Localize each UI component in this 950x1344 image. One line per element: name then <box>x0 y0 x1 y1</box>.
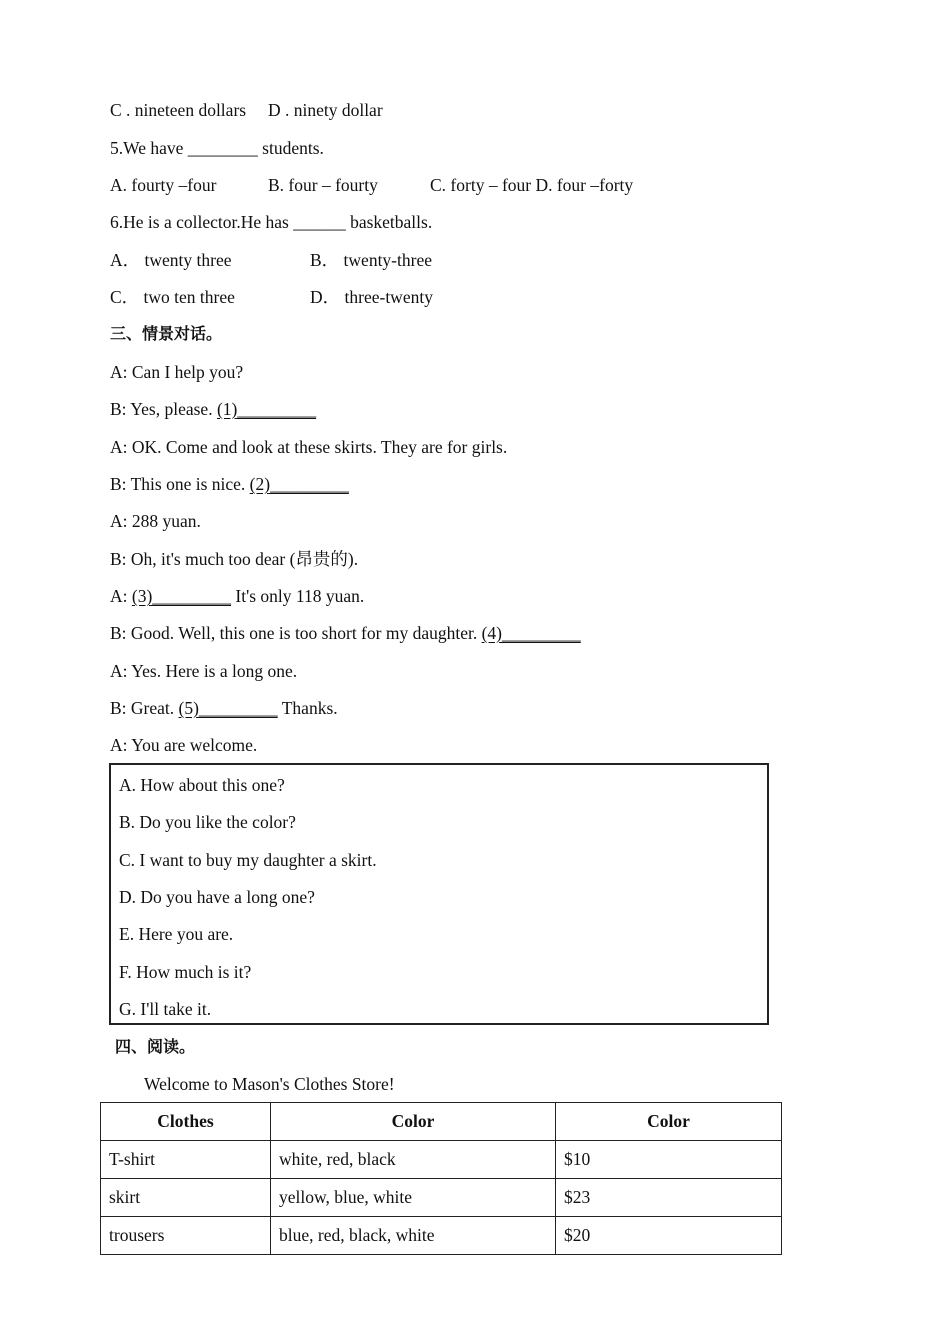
dialogue-line <box>110 734 257 756</box>
dialogue-line <box>110 697 338 719</box>
cell: trousers <box>101 1217 271 1255</box>
dialogue-line <box>110 473 349 495</box>
choice-a: A. How about this one? <box>119 775 285 795</box>
answer-blank[interactable]: (2)_________ <box>249 474 349 494</box>
clothes-table <box>100 1102 782 1255</box>
dialogue-line <box>110 436 507 458</box>
dialogue-text: B: This one is nice. <box>110 474 250 494</box>
cell: $23 <box>556 1179 782 1217</box>
q5-option-a: A. fourty –four <box>110 175 217 195</box>
q5-stem: 5.We have ________ students. <box>110 138 324 158</box>
q4-option-d: D . ninety dollar <box>267 100 383 120</box>
cell: white, red, black <box>271 1141 556 1179</box>
q5-option-cd: C. forty – four D. four –forty <box>430 175 634 195</box>
table-row <box>101 1141 782 1179</box>
table-row <box>101 1179 782 1217</box>
q6-option-b: B． twenty-three <box>310 250 432 270</box>
dialogue-line <box>110 660 297 682</box>
answer-blank[interactable]: (5)_________ <box>178 698 278 718</box>
choices-box <box>109 763 769 1025</box>
dialogue-text: Thanks. <box>277 698 338 718</box>
dialogue-text: It's only 118 yuan. <box>231 586 365 606</box>
q5-options <box>110 174 633 196</box>
dialogue-line <box>110 585 364 607</box>
q6-option-a: A． twenty three <box>110 250 232 270</box>
cell: blue, red, black, white <box>271 1217 556 1255</box>
choice-d: D. Do you have a long one? <box>119 887 315 907</box>
choice-f: F. How much is it? <box>119 962 252 982</box>
table-row <box>101 1217 782 1255</box>
q6-stem: 6.He is a collector.He has ______ basketballs. <box>110 212 433 232</box>
dialogue-line <box>110 361 243 383</box>
dialogue-text: B: Great. <box>110 698 179 718</box>
choice-e: E. Here you are. <box>119 924 234 944</box>
cell: skirt <box>101 1179 271 1217</box>
choice-g: G. I'll take it. <box>119 999 212 1019</box>
dialogue-text: A: You are welcome. <box>110 735 258 755</box>
dialogue-line <box>110 548 358 570</box>
q6-option-d: D． three-twenty <box>310 287 433 307</box>
choice-b: B. Do you like the color? <box>119 812 296 832</box>
header-clothes: Clothes <box>101 1103 271 1141</box>
dialogue-text: B: Oh, it's much too dear (昂贵的). <box>110 549 359 569</box>
q5-option-b: B. four – fourty <box>268 175 378 195</box>
dialogue-line <box>110 622 581 644</box>
dialogue-text: A: Can I help you? <box>110 362 244 382</box>
header-price: Color <box>556 1103 782 1141</box>
table-header-row <box>101 1103 782 1141</box>
dialogue-line <box>110 510 201 532</box>
dialogue-text: A: OK. Come and look at these skirts. They are for girls. <box>110 437 508 457</box>
dialogue-text: B: Good. Well, this one is too short for my daughter. <box>110 623 482 643</box>
header-color: Color <box>271 1103 556 1141</box>
dialogue-text: B: Yes, please. <box>110 399 217 419</box>
cell: yellow, blue, white <box>271 1179 556 1217</box>
cell: $10 <box>556 1141 782 1179</box>
q4-option-c: C . nineteen dollars <box>110 100 247 120</box>
section3-heading: 三、情景对话。 <box>110 324 223 343</box>
answer-blank[interactable]: (3)_________ <box>131 586 232 606</box>
answer-blank[interactable]: (4)_________ <box>481 623 581 643</box>
answer-blank[interactable]: (1)_________ <box>216 399 317 419</box>
choice-c: C. I want to buy my daughter a skirt. <box>119 850 377 870</box>
q6-option-c: C． two ten three <box>110 287 235 307</box>
dialogue-text: A: <box>110 586 132 606</box>
q6-options-row2 <box>110 286 433 308</box>
section4-heading: 四、阅读。 <box>115 1037 196 1056</box>
q4-options <box>110 99 383 121</box>
cell: $20 <box>556 1217 782 1255</box>
dialogue-line <box>110 398 316 420</box>
dialogue-text: A: Yes. Here is a long one. <box>110 661 298 681</box>
q6-options-row1 <box>110 249 432 271</box>
store-intro: Welcome to Mason's Clothes Store! <box>144 1074 395 1094</box>
cell: T-shirt <box>101 1141 271 1179</box>
dialogue-text: A: 288 yuan. <box>110 511 201 531</box>
